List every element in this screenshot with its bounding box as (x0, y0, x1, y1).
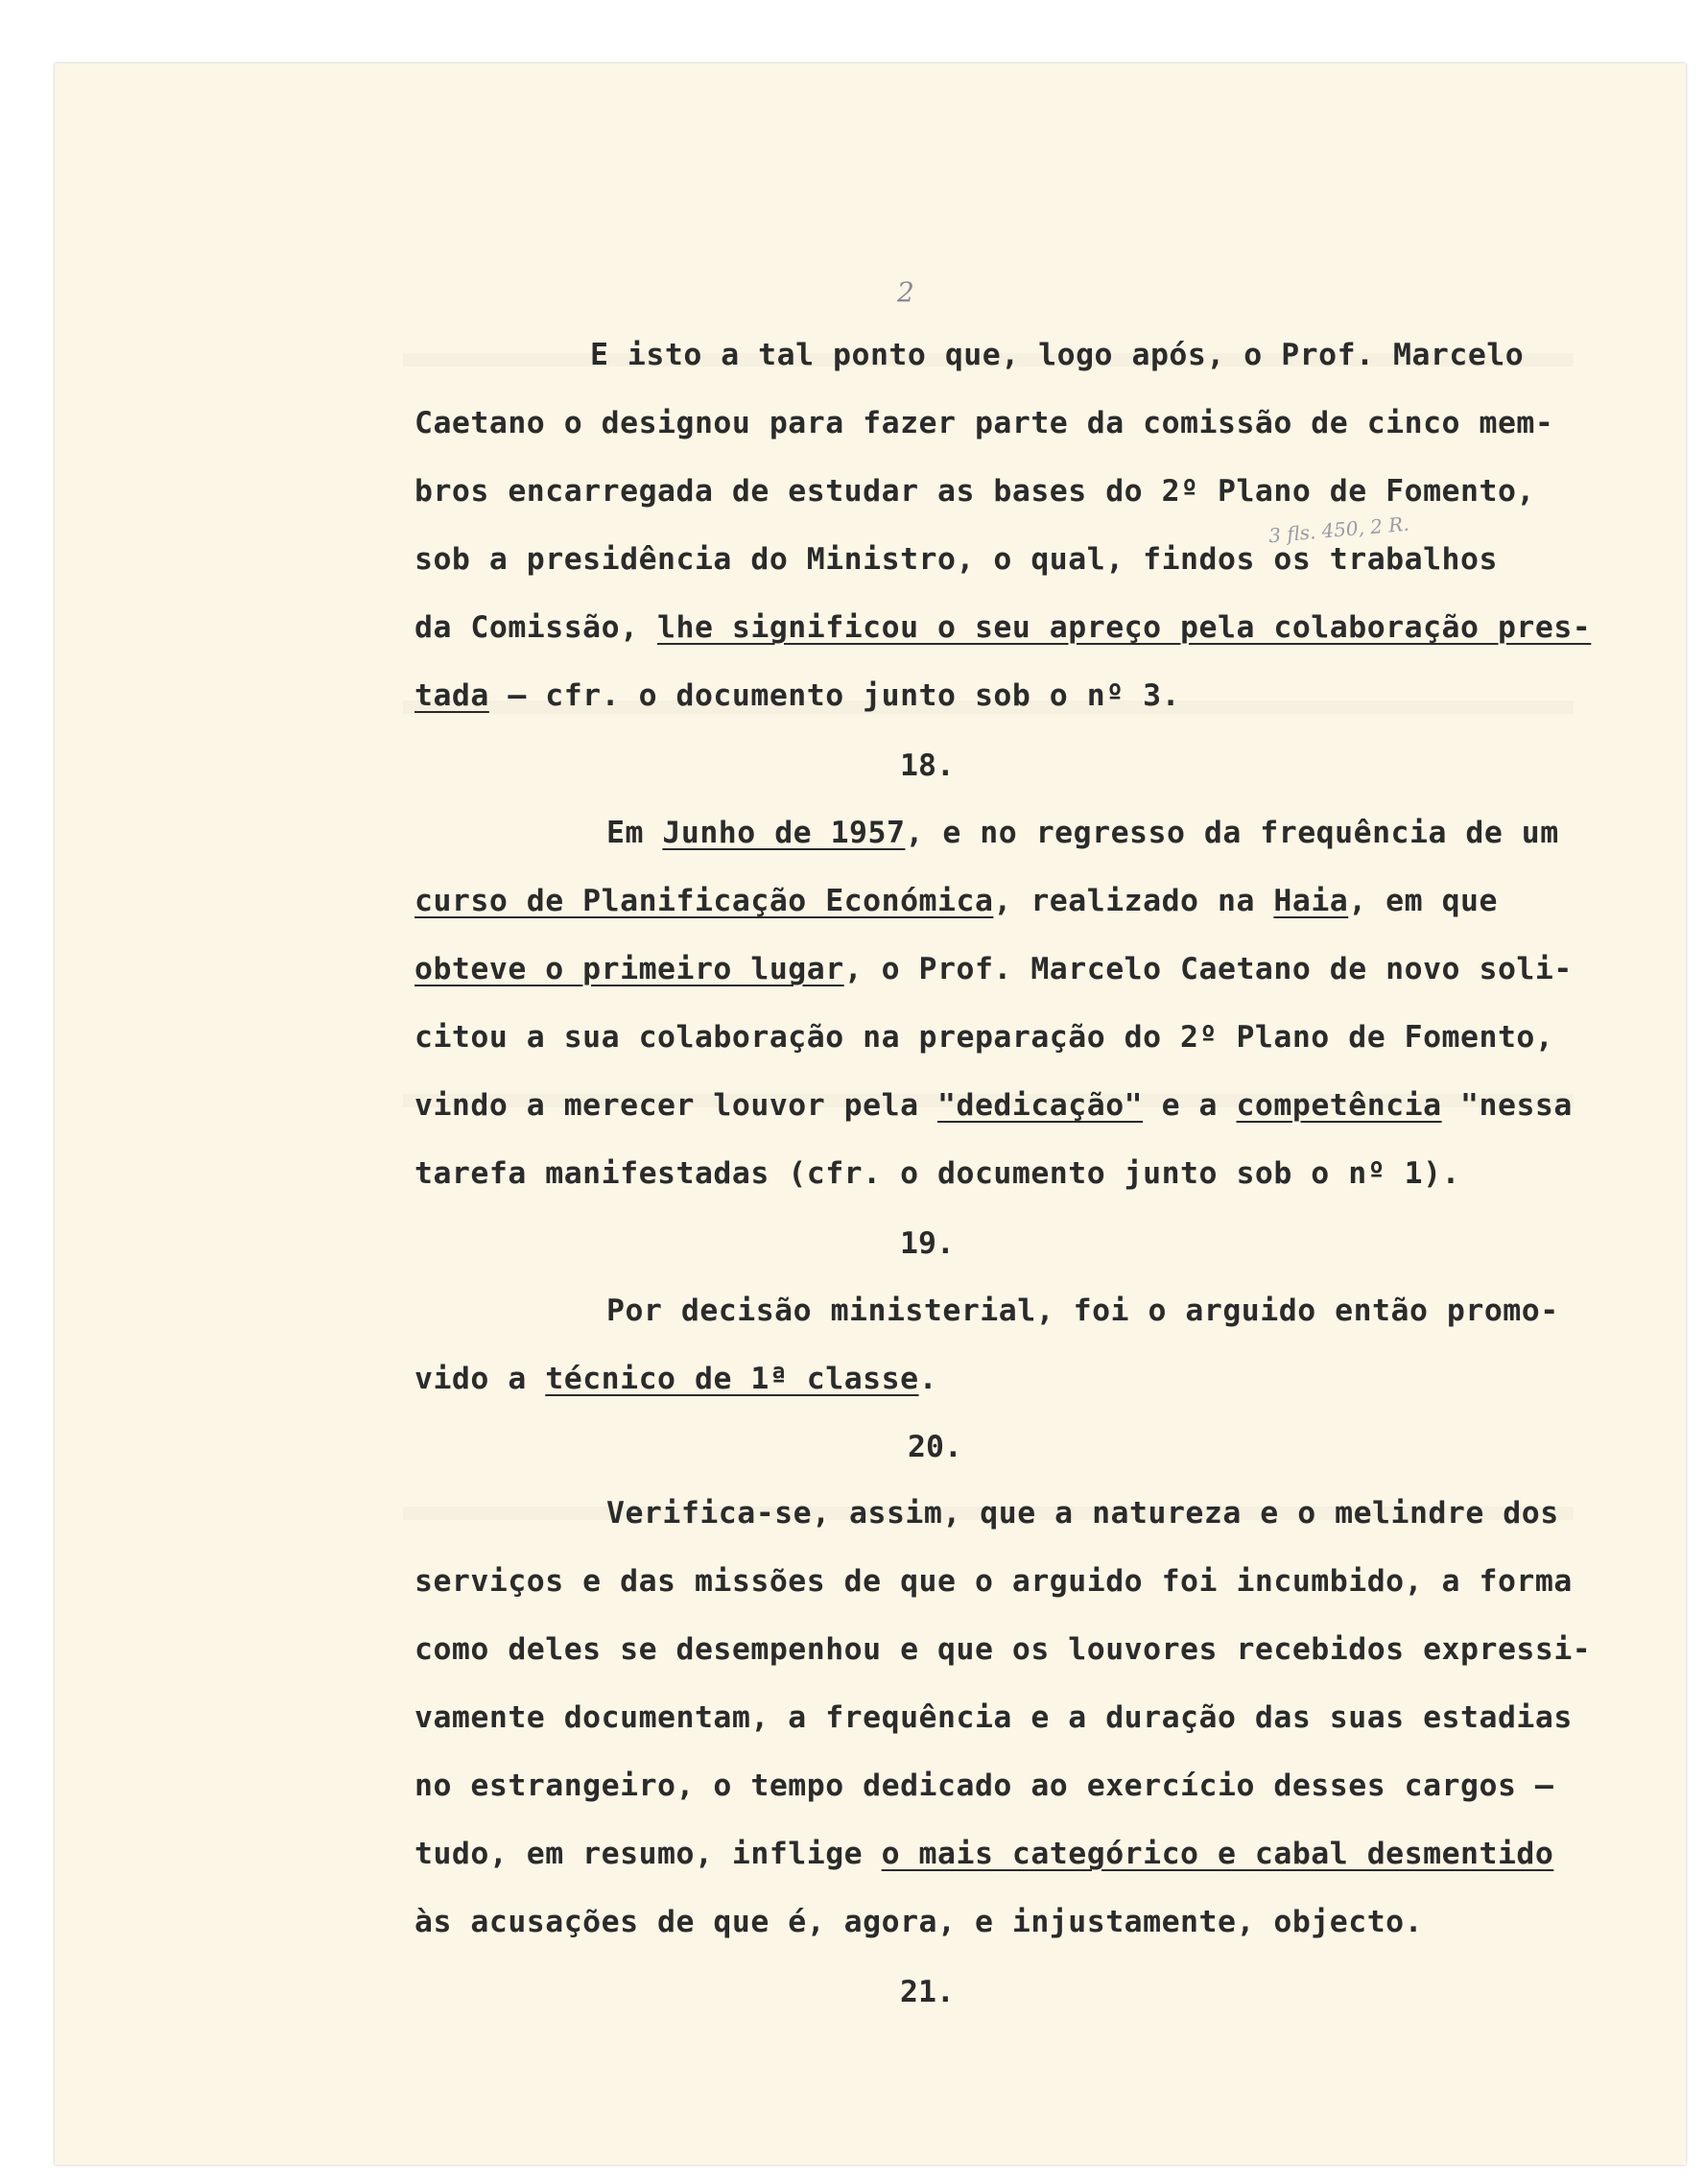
text-segment: e a (1143, 1088, 1237, 1123)
underlined-phrase: Haia (1273, 884, 1349, 918)
text-segment: vido a (414, 1362, 546, 1396)
underlined-phrase: curso de Planificação Económica (414, 884, 994, 918)
text-line: às acusações de que é, agora, e injustamente, objecto. (414, 1905, 1424, 1939)
text-line: sob a presidência do Ministro, o qual, findos os trabalhos (414, 542, 1498, 577)
text-line: bros encarregada de estudar as bases do 2º Plano de Fomento, (414, 474, 1535, 509)
paragraph-number: 18. (900, 748, 955, 783)
text-line (414, 952, 1573, 986)
text-line (414, 884, 1498, 918)
text-segment: tudo, em resumo, inflige (414, 1837, 882, 1871)
text-segment: da Comissão, (414, 610, 658, 645)
text-line (414, 610, 1591, 645)
page-mark: 2 (897, 276, 914, 308)
text-segment: . (918, 1362, 938, 1396)
underlined-phrase: "dedicação" (937, 1088, 1144, 1123)
text-line: Verifica-se, assim, que a natureza e o melindre dos (606, 1496, 1559, 1531)
text-line: Por decisão ministerial, foi o arguido então promo- (606, 1294, 1559, 1328)
handwritten-margin-note: 3 fls. 450, 2 R. (1267, 511, 1410, 548)
text-line (414, 1088, 1573, 1123)
text-line: como deles se desempenhou e que os louvores recebidos expressi- (414, 1632, 1592, 1667)
text-segment: , realizado na (993, 884, 1274, 918)
text-segment: , o Prof. Marcelo Caetano de novo soli- (843, 952, 1573, 986)
text-segment: — cfr. o documento junto sob o nº 3. (488, 678, 1181, 713)
text-line: Caetano o designou para fazer parte da comissão de cinco mem- (414, 406, 1554, 440)
text-line: serviços e das missões de que o arguido foi incumbido, a forma (414, 1564, 1573, 1599)
text-line (414, 1837, 1553, 1871)
underlined-phrase: técnico de 1ª classe (545, 1362, 919, 1396)
paragraph-number: 20. (908, 1430, 962, 1464)
underlined-phrase: obteve o primeiro lugar (414, 952, 844, 986)
underlined-phrase: o mais categórico e cabal desmentido (881, 1837, 1554, 1871)
text-line: no estrangeiro, o tempo dedicado ao exercício desses cargos — (414, 1769, 1554, 1803)
text-line: vamente documentam, a frequência e a duração das suas estadias (414, 1700, 1573, 1735)
text-segment: , em que (1348, 884, 1498, 918)
text-line (414, 1362, 937, 1396)
underlined-phrase: Junho de 1957 (662, 816, 906, 850)
text-line (606, 816, 1559, 850)
paragraph-number: 21. (900, 1975, 955, 2009)
text-line: E isto a tal ponto que, logo após, o Prof. Marcelo (590, 338, 1525, 372)
text-segment: , e no regresso da frequência de um (905, 816, 1559, 850)
underlined-phrase: competência (1236, 1088, 1442, 1123)
text-segment: Em (606, 816, 663, 850)
text-line (414, 678, 1180, 713)
underlined-phrase: lhe significou o seu apreço pela colaboração pres- (657, 610, 1592, 645)
text-segment: "nessa (1441, 1088, 1573, 1123)
text-segment: vindo a merecer louvor pela (414, 1088, 938, 1123)
text-line: citou a sua colaboração na preparação do 2º Plano de Fomento, (414, 1020, 1554, 1055)
underlined-phrase: tada (414, 678, 489, 713)
paragraph-number: 19. (900, 1226, 955, 1261)
text-line: tarefa manifestadas (cfr. o documento junto sob o nº 1). (414, 1156, 1461, 1191)
